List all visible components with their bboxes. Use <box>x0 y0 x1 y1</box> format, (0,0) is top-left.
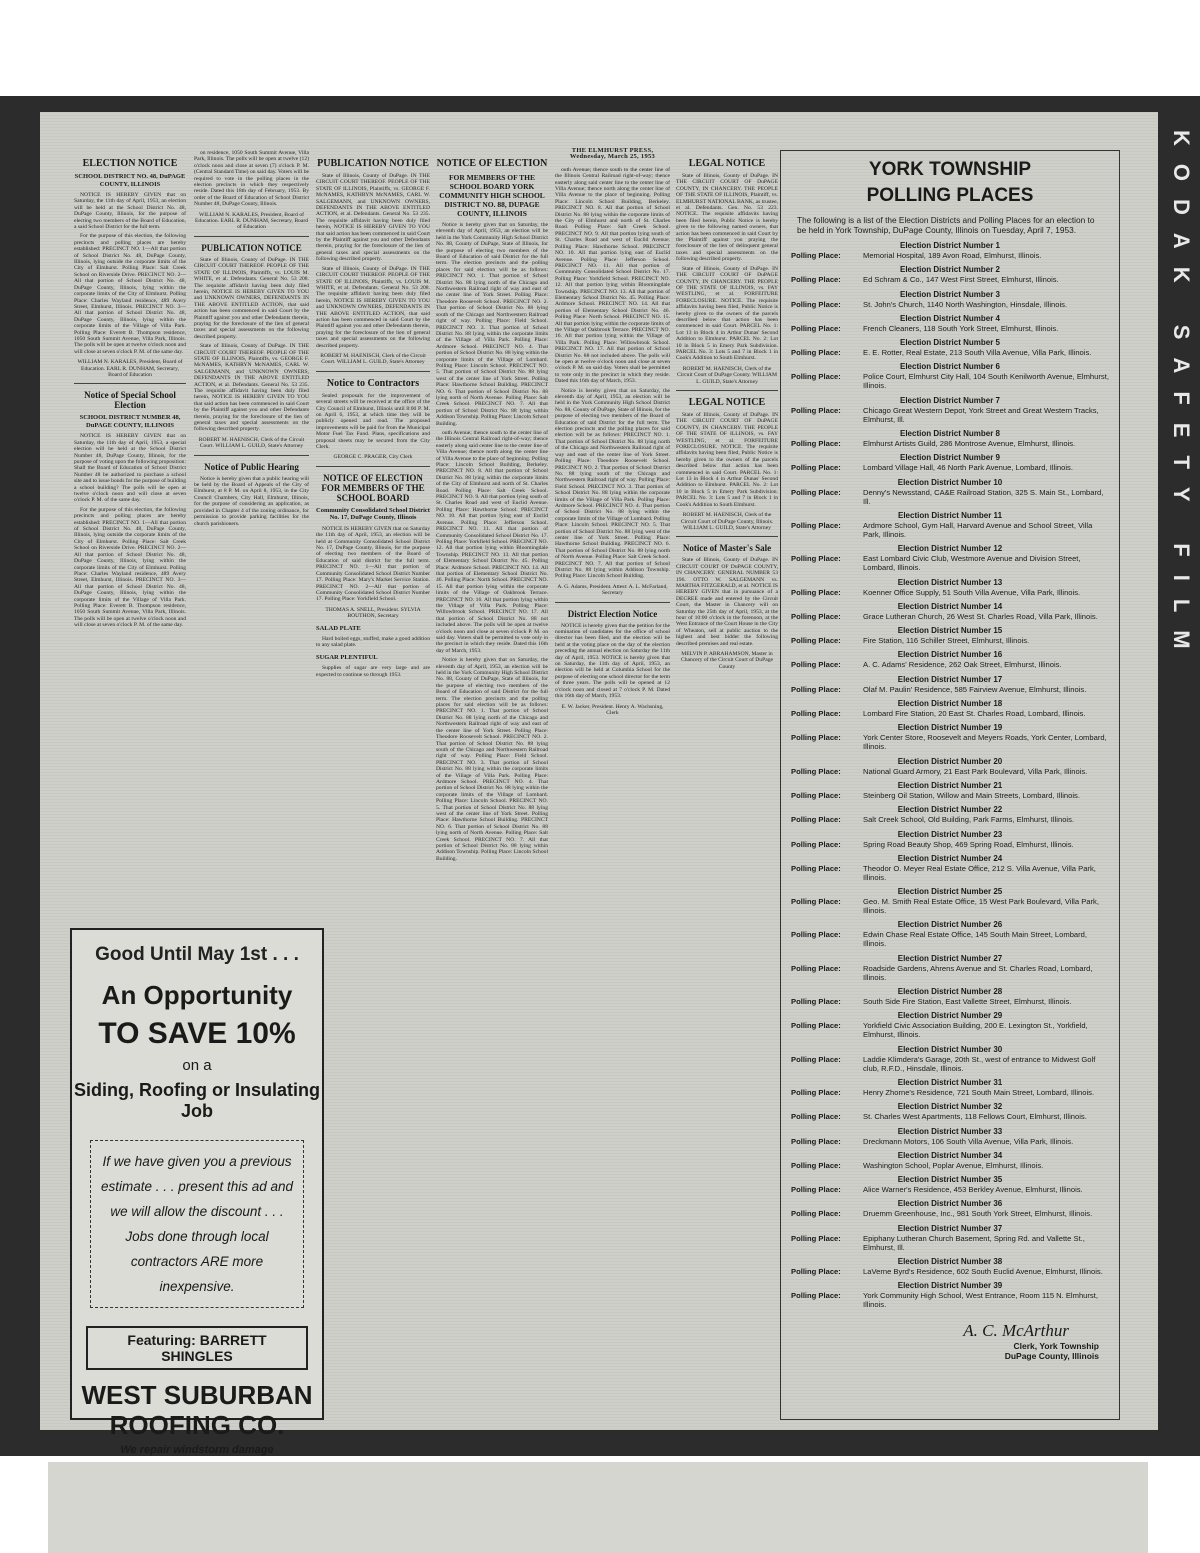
district-row <box>791 554 1109 572</box>
district-name: Election District Number 11 <box>897 510 1003 520</box>
roofing-advertisement <box>70 928 324 1456</box>
column-5 <box>555 146 670 1416</box>
district-name: Election District Number 15 <box>897 626 1003 636</box>
district-row <box>791 840 1109 849</box>
polling-place-location: Lombard Village Hall, 46 North Park Avenue, Lombard, Illinois. <box>863 463 1073 473</box>
col5-body-2: Notice is hereby given that on Saturday, the eleventh day of April, 1953, an election will be held in the York Community High School District No. 88, County of DuPage, State of Illinois, for the purpose of electing two members of the Board of Education of said District for the full term. The election precincts and the polling places for said election will be as follows: PRECINCT NO. 1. That portion of School District No. 88 lying north of the Chicago and Northwestern Railroad right of way and east of the center line of York Street. Polling Place: Theodore Roosevelt School. PRECINCT NO. 2. That portion of School District No. 88 lying south of the Chicago and Northwestern Railroad right of way. Polling Place: Field School. PRECINCT NO. 3. That portion of School District No. 88 lying within the corporate limits of the Village of Villa Park. Polling Place: Ardmore School. PRECINCT NO. 4. That portion of School District No. 88 lying within the corporate limits of the Village of Lombard. Polling Place: Lincoln School. PRECINCT NO. 5. That portion of School District No. 88 lying west of the center line of York Street. Polling Place: Hawthorne School Building. PRECINCT NO. 6. That portion of School District No. 88 lying north of North Avenue. Polling Place: Salt Creek School. PRECINCT NO. 7. All that portion of School District No. 88 lying within Addison Township. Polling Place: Lincoln School Building. <box>555 387 670 580</box>
district-row <box>791 324 1109 333</box>
column-6 <box>676 152 778 1422</box>
polling-place-label: Polling Place: <box>791 1185 841 1195</box>
election-district <box>791 675 1109 694</box>
polling-place-label: Polling Place: <box>791 372 841 382</box>
district-name: Election District Number 3 <box>899 289 1001 299</box>
contractors-signature: GEORGE C. PRAGER, City Clerk <box>333 454 413 461</box>
district-row <box>791 685 1109 694</box>
election-notice-precincts: For the purpose of this election, the following precincts and polling places are hereby established: PRECINCT NO. 1—All that portion of School District No. 48, DuPage County, Illinois, lying outside the corporate limits of the City of Elmhurst. Polling Place: Salt Creek School on Riverside Drive. PRECINCT NO. 2—All that portion of School District No. 48, DuPage County, Illinois, lying within the corporate limits of the City of Elmhurst. Polling Place: Charles Wayland residence, 489 Avery Street, Elmhurst, Illinois. PRECINCT NO. 3—All that portion of School District No. 48, DuPage County, Illinois, lying within the corporate limits of the Village of Villa Park. Polling Place: Everett B. Thompson residence, 1050 South Summit Avenue, Villa Park, Illinois. The polls will be open at twelve o'clock noon and will close at seven o'clock P. M. of the same day. <box>74 233 186 355</box>
election-district <box>791 954 1109 982</box>
polling-place-label: Polling Place: <box>791 790 841 800</box>
district-name: Election District Number 27 <box>897 953 1003 963</box>
district-row <box>791 348 1109 357</box>
film-edge-text: KODAK SAFETY FILM <box>1169 130 1194 667</box>
election-district <box>791 1175 1109 1194</box>
polling-place-location: Denny's Newsstand, CA&E Railroad Station, 325 S. Main St., Lombard, Ill. <box>863 487 1104 506</box>
district-row <box>791 791 1109 800</box>
election-district <box>791 1257 1109 1276</box>
col2-publication-signature: ROBERT M. HAENISCH, Clerk of the Circuit Court. WILLIAM L. GUILD, State's Attorney <box>198 436 305 450</box>
legal-notice-2-body: State of Illinois, County of DuPage. IN THE CIRCUIT COURT OF DuPAGE COUNTY, IN CHANCERY. THE PEOPLE OF THE STATE OF ILLINOIS, vs. FAY WESTLING, et al. FORFEITURE FORECLOSURE. NOTICE. The requisite affidavits having been filed, Public Notice is hereby given to the owners of the parcels described below that action has been commenced in said Court. PARCEL No. 1: Lot 13 in Block 4 in Arthur Dunas' Second Addition to Elmhurst. PARCEL No. 2: Lot 10 in Block 5 in Emery Park Subdivision. PARCEL No. 3: Lots 5 and 7 in Block 1 in Cook's Addition to South Elmhurst. <box>676 412 778 508</box>
election-district <box>791 1151 1109 1170</box>
district-name: Election District Number 25 <box>897 887 1003 897</box>
york-title-line-1: YORK TOWNSHIP <box>868 159 1032 180</box>
col4-title: NOTICE OF ELECTION <box>436 158 548 169</box>
district-name: Election District Number 31 <box>897 1077 1003 1087</box>
polling-place-label: Polling Place: <box>791 463 841 473</box>
election-district <box>791 830 1109 849</box>
school-board-subtitle: Community Consolidated School District No. 17, DuPage County, Illinois <box>316 506 430 522</box>
district-name: Election District Number 32 <box>897 1102 1003 1112</box>
col2-signature: WILLIAM N. KARALES, President, Board of Education. EARL R. DUNHAM, Secretary, Board of Education <box>195 211 308 231</box>
district-election-signature: E. W. Jacker, President. Henry A. Wachsning, Clerk <box>561 703 664 716</box>
special-notice-precincts: For the purpose of this election, the following precincts and polling places are hereby established: PRECINCT NO. 1—All that portion of School District No. 48, DuPage County, Illinois, lying outside the corporate limits of the City of Elmhurst. Polling Place: Salt Creek School on Riverside Drive. PRECINCT NO. 2—All that portion of School District No. 48, DuPage County, Illinois, lying within the corporate limits of the City of Elmhurst. Polling Place: Charles Wayland residence, 489 Avery Street, Elmhurst, Illinois. PRECINCT NO. 3—All that portion of School District No. 48, DuPage County, Illinois, lying within the corporate limits of the Village of Villa Park. Polling Place: Everett B. Thompson residence, 1050 South Summit Avenue, Villa Park, Illinois. The polls will be open at twelve o'clock noon and will close at seven o'clock P. M. of the same day. <box>74 506 186 629</box>
polling-place-label: Polling Place: <box>791 1054 841 1064</box>
polling-place-label: Polling Place: <box>791 684 841 694</box>
col2-publication-body-2: State of Illinois, County of DuPage. IN THE CIRCUIT COURT THEREOF. PEOPLE OF THE STATE OF ILLINOIS, Plaintiffs, vs. GEORGE F. McNAMES, KATHRYN McNAMES, CARL W. SALGEMANN, and UNKNOWN OWNERS, DEFENDANTS IN THE ABOVE ENTITLED ACTION, et al. Defendants. General No. 53 235. The requisite affidavit having been duly filed herein, NOTICE IS HEREBY GIVEN TO YOU that said action has been commenced in said Court by the Plaintiff against you and other Defendants therein, praying for the foreclosure of the lien of general taxes and special assessments on the following described property. <box>194 343 309 433</box>
election-district <box>791 511 1109 539</box>
legal-notice-1-body-2: State of Illinois, County of DuPage. IN THE CIRCUIT COURT OF DuPAGE COUNTY, IN CHANCERY. THE PEOPLE OF THE STATE OF ILLINOIS, vs. FAY WESTLING, et al. FORFEITURE FORECLOSURE. NOTICE. The requisite affidavits having been filed, Public Notice is hereby given to the owners of the parcels described below that action has been commenced in said Court. PARCEL No. 1: Lot 13 in Block 4 in Arthur Dunas' Second Addition to Elmhurst. PARCEL No. 2: Lot 10 in Block 5 in Emery Park Subdivision. PARCEL No. 3: Lots 5 and 7 in Block 1 in Cook's Addition to South Elmhurst. <box>676 265 778 362</box>
district-row <box>791 300 1109 309</box>
polling-place-label: Polling Place: <box>791 997 841 1007</box>
election-district <box>791 290 1109 309</box>
district-row <box>791 997 1109 1006</box>
district-name: Election District Number 14 <box>897 601 1003 611</box>
polling-place-label: Polling Place: <box>791 1266 841 1276</box>
legal-notice-2-signature: ROBERT M. HAENISCH, Clerk of the Circuit Court of DuPage County, Illinois. WILLIAM L. GUILD, State's Attorney <box>680 512 774 531</box>
polling-place-location: Salt Creek School, Old Building, Park Farms, Elmhurst, Illinois. <box>863 815 1075 825</box>
col4-subtitle: FOR MEMBERS OF THE SCHOOL BOARD YORK COMMUNITY HIGH SCHOOL DISTRICT NO. 88, DUPAGE COUNTY, ILLINOIS <box>439 173 545 218</box>
polling-place-label: Polling Place: <box>791 251 841 260</box>
polling-place-location: St. John's Church, 1140 North Washington, Hinsdale, Illinois. <box>863 299 1068 309</box>
district-row <box>791 1055 1109 1073</box>
polling-place-label: Polling Place: <box>791 766 841 776</box>
clerk-title: Clerk, York Township <box>1013 1341 1099 1352</box>
district-election-title: District Election Notice <box>567 608 658 619</box>
polling-place-location: Washington School, Poplar Avenue, Elmhurst, Illinois. <box>863 1160 1044 1170</box>
district-election-body: NOTICE is hereby given that the petition for the nomination of candidates for the office of school director has been filed, and the election will be held at the voting place on the day of the election preceding the annual election on Saturday the 11th day of April, 1953. NOTICE is hereby given that on Saturday, the 11th day of April, 1953, an election will be held at Columbia School for the purpose of electing one school director for the term of three years. The polls will be opened at 12 o'clock noon and closed at 7 o'clock P. M. Dated this 16th day of March, 1953. <box>555 622 670 700</box>
district-name: Election District Number 21 <box>897 780 1003 790</box>
election-district <box>791 1127 1109 1146</box>
col3-publication-signature: ROBERT M. HAENISCH, Clerk of the Circuit Court. WILLIAM L. GUILD, State's Attorney <box>320 352 426 366</box>
election-district <box>791 396 1109 424</box>
sugar-title: SUGAR PLENTIFUL <box>316 653 378 661</box>
polling-place-label: Polling Place: <box>791 299 841 309</box>
district-row <box>791 930 1109 948</box>
polling-place-location: Druemm Greenhouse, Inc., 981 South York Street, Elmhurst, Illinois. <box>863 1209 1093 1219</box>
district-row <box>791 636 1109 645</box>
col3-publication-body-2: State of Illinois, County of DuPage. IN THE CIRCUIT COURT THEREOF. PEOPLE OF THE STATE OF ILLINOIS, Plaintiffs, vs. LOUIS M. WHITE, et al. Defendants. General No. 53 208. The requisite affidavit having been duly filed herein, NOTICE IS HEREBY GIVEN TO YOU and UNKNOWN OWNERS, DEFENDANTS IN THE ABOVE ENTITLED ACTION, that said action has been commenced in said Court by the Plaintiff against you and other Defendants therein, praying for the foreclosure of the lien of general taxes and special assessments on the following described property. <box>316 265 430 349</box>
election-district <box>791 241 1109 260</box>
district-name: Election District Number 13 <box>897 577 1003 587</box>
district-name: Election District Number 7 <box>899 395 1001 405</box>
district-row <box>791 439 1109 448</box>
polling-place-label: Polling Place: <box>791 348 841 358</box>
ad-company-name: WEST SUBURBAN ROOFING CO. <box>81 1380 313 1440</box>
district-name: Election District Number 22 <box>897 805 1003 815</box>
polling-place-location: LaVerne Byrd's Residence, 602 South Euclid Avenue, Elmhurst, Illinois. <box>863 1266 1103 1276</box>
polling-place-location: Lombard Fire Station, 20 East St. Charles Road, Lombard, Illinois. <box>863 709 1086 719</box>
district-name: Election District Number 33 <box>897 1126 1003 1136</box>
school-board-signature: THOMAS A. SNELL, President. SYLVIA BOUTHON, Secretary <box>325 606 421 620</box>
polling-place-label: Polling Place: <box>791 1160 841 1170</box>
election-district <box>791 429 1109 448</box>
election-district <box>791 1199 1109 1218</box>
york-intro: The following is a list of the Election Districts and Polling Places for an election to be held in York Township, DuPage County, Illinois on Tuesday, April 7, 1953. <box>797 215 1095 235</box>
election-notice-subtitle: SCHOOL DISTRICT NO. 48, DuPAGE COUNTY, ILLINOIS <box>74 173 186 188</box>
column-3 <box>316 152 430 1422</box>
polling-place-label: Polling Place: <box>791 636 841 646</box>
polling-place-location: Police Court, Elmhurst City Hall, 104 South Kenilworth Avenue, Elmhurst, Illinois. <box>863 372 1109 391</box>
polling-place-label: Polling Place: <box>791 1112 841 1122</box>
election-district <box>791 578 1109 597</box>
election-district <box>791 920 1109 948</box>
legal-notice-1-signature: ROBERT M. HAENISCH, Clerk of the Circuit Court of DuPage County. WILLIAM L. GUILD, State's Attorney <box>677 365 777 385</box>
election-district <box>791 805 1109 824</box>
district-name: Election District Number 8 <box>899 429 1001 439</box>
polling-place-location: Fire Station, 116 Schiller Street, Elmhurst, Illinois. <box>863 636 1030 646</box>
district-row <box>791 488 1109 506</box>
polling-place-location: E. E. Rotter, Real Estate, 213 South Villa Avenue, Villa Park, Illinois. <box>863 348 1092 358</box>
polling-place-label: Polling Place: <box>791 1021 841 1031</box>
column-1 <box>74 152 186 952</box>
public-hearing-title: Notice of Public Hearing <box>204 461 299 472</box>
district-row <box>791 1185 1109 1194</box>
district-row <box>791 964 1109 982</box>
polling-place-label: Polling Place: <box>791 520 841 530</box>
district-name: Election District Number 37 <box>897 1223 1003 1233</box>
school-board-body: NOTICE IS HEREBY GIVEN that on Saturday the 11th day of April, 1953, an election will be held at Community Consolidated School District No. 17, DuPage County, Illinois, for the purpose of electing two members of the Board of Education of said district for the full term. PRECINCT NO. 1—All that portion of Community Consolidated School District Number 17. Polling Place: Mary's Market Service Station. PRECINCT NO. 2—All that portion of Community Consolidated School District Number 17. Polling Place: Yorkfield School. <box>316 525 430 603</box>
polling-place-label: Polling Place: <box>791 815 841 825</box>
polling-place-location: Henry Zhorne's Residence, 721 South Main Street, Lombard, Illinois. <box>863 1087 1095 1097</box>
election-district <box>791 602 1109 621</box>
legal-notice-1-title: LEGAL NOTICE <box>688 158 766 169</box>
district-name: Election District Number 26 <box>897 920 1003 930</box>
divider <box>74 383 186 384</box>
polling-place-location: Ed Schram & Co., 147 West First Street, Elmhurst, Illinois. <box>863 275 1059 285</box>
polling-place-location: Epiphany Lutheran Church Basement, Spring Rd. and Vallette St., Elmhurst, Ill. <box>863 1233 1085 1252</box>
col2-publication-title: PUBLICATION NOTICE <box>201 242 302 253</box>
polling-place-location: York Community High School, West Entrance, Room 115 N. Elmhurst, Illinois. <box>863 1291 1098 1310</box>
polling-place-label: Polling Place: <box>791 1209 841 1219</box>
col3-publication-title: PUBLICATION NOTICE <box>317 158 429 169</box>
masters-sale-signature: MELVIN P. ABRAHAMSON, Master in Chancery of the Circuit Court of DuPage County <box>681 651 773 670</box>
district-name: Election District Number 17 <box>897 674 1003 684</box>
polling-place-label: Polling Place: <box>791 587 841 597</box>
district-row <box>791 815 1109 824</box>
district-name: Election District Number 35 <box>897 1175 1003 1185</box>
contractors-title: Notice to Contractors <box>326 377 420 389</box>
polling-place-location: Memorial Hospital, 189 Avon Road, Elmhurst, Illinois. <box>863 251 1042 260</box>
election-district <box>791 1102 1109 1121</box>
district-row <box>791 521 1109 539</box>
district-row <box>791 1021 1109 1039</box>
column-2 <box>194 150 309 920</box>
election-district <box>791 362 1109 390</box>
election-district <box>791 1224 1109 1252</box>
polling-place-location: Olaf M. Paulin' Residence, 585 Fairview Avenue, Elmhurst, Illinois. <box>863 684 1087 694</box>
col4-body-continued: outh Avenue; thence south to the center line of the Illinois Central Railroad right-of-way; thence easterly along said center line to the center line of Villa Avenue; thence north along the center line of Villa Avenue to the place of beginning. Polling Place: Lincoln School Building, Berkeley. PRECINCT NO. 8. All that portion of School District No. 88 lying within the corporate limits of the City of Elmhurst and north of St. Charles Road. Polling Place: Salt Creek School. PRECINCT NO. 9. All that portion lying south of St. Charles Road and west of Euclid Avenue. Polling Place: Hawthorne School. PRECINCT NO. 10. All that portion lying east of Euclid Avenue. Polling Place: Jefferson School. PRECINCT NO. 11. All that portion of Community Consolidated School District No. 17. Polling Place: Yorkfield School. PRECINCT NO. 12. All that portion lying within Bloomingdale Township. PRECINCT NO. 13. All that portion of Elementary School District No. 45. Polling Place: Ardmore School. PRECINCT NO. 14. All that portion of Elementary School District No. 46. Polling Place: North School. PRECINCT NO. 15. All that portion lying within the corporate limits of the Village of Oakbrook Terrace. PRECINCT NO. 16. All that portion lying within the Village of Villa Park. Polling Place: Willowbrook School. PRECINCT NO. 17. All that portion of School District No. 88 not included above. The polls will be open at twelve o'clock noon and close at seven o'clock P. M. on said day. Voters shall be permitted to vote only in the precinct in which they reside. Dated this 16th day of March, 1953. <box>436 430 548 654</box>
election-district <box>791 453 1109 472</box>
col4-body-continued-2: Notice is hereby given that on Saturday, the eleventh day of April, 1953, an election will be held in the York Community High School District No. 88, County of DuPage, State of Illinois, for the purpose of electing two members of the Board of Education of said District for the full term. The election precincts and the polling places for said election will be as follows: PRECINCT NO. 1. That portion of School District No. 88 lying north of the Chicago and Northwestern Railroad right of way and east of the center line of York Street. Polling Place: Theodore Roosevelt School. PRECINCT NO. 2. That portion of School District No. 88 lying south of the Chicago and Northwestern Railroad right of way. Polling Place: Field School. PRECINCT NO. 3. That portion of School District No. 88 lying within the corporate limits of the Village of Villa Park. Polling Place: Ardmore School. PRECINCT NO. 4. That portion of School District No. 88 lying within the corporate limits of the Village of Lombard. Polling Place: Lincoln School. PRECINCT NO. 5. That portion of School District No. 88 lying west of the center line of York Street. Polling Place: Hawthorne School Building. PRECINCT NO. 6. That portion of School District No. 88 lying north of North Avenue. Polling Place: Salt Creek School. PRECINCT NO. 7. All that portion of School District No. 88 lying within Addison Township. Polling Place: Lincoln School Building. <box>436 657 548 862</box>
polling-place-label: Polling Place: <box>791 487 841 497</box>
polling-place-location: Yorkfield Civic Association Building, 200 E. Lexington St., Yorkfield, Elmhurst, Illinois. <box>863 1021 1088 1040</box>
district-row <box>791 897 1109 915</box>
polling-place-location: Chicago Great Western Depot, York Street and Great Western Tracks, Elmhurst, Ill. <box>863 405 1099 424</box>
district-name: Election District Number 4 <box>899 313 1001 323</box>
district-name: Election District Number 29 <box>897 1011 1003 1021</box>
ad-on-a: on a <box>182 1057 212 1074</box>
district-row <box>791 1088 1109 1097</box>
polling-place-location: Elmhurst Artists Guild, 286 Montrose Avenue, Elmhurst, Illinois. <box>863 439 1076 449</box>
col3-publication-body: State of Illinois, County of DuPage. IN THE CIRCUIT COURT THEREOF. PEOPLE OF THE STATE OF ILLINOIS, Plaintiffs, vs. GEORGE F. McNAMES, KATHRYN McNAMES, CARL W. SALGEMANN, and UNKNOWN OWNERS, DEFENDANTS IN THE ABOVE ENTITLED ACTION, et al. Defendants. General No. 53 235. The requisite affidavit having been duly filed herein, NOTICE IS HEREBY GIVEN TO YOU that said action has been commenced in said Court by the Plaintiff against you and other Defendants therein, praying for the foreclosure of the lien of general taxes and special assessments on the following described property. <box>316 173 430 263</box>
election-district <box>791 987 1109 1006</box>
polling-place-location: A. C. Adams' Residence, 262 Oak Street, Elmhurst, Illinois. <box>863 660 1062 670</box>
district-name: Election District Number 9 <box>899 453 1001 463</box>
district-row <box>791 1137 1109 1146</box>
district-name: Election District Number 6 <box>899 362 1001 372</box>
polling-place-label: Polling Place: <box>791 863 841 873</box>
polling-place-label: Polling Place: <box>791 1136 841 1146</box>
election-district <box>791 854 1109 882</box>
polling-place-location: St. Charles West Apartments, 118 Fellows Court, Elmhurst, Illinois. <box>863 1112 1087 1122</box>
district-row <box>791 1112 1109 1121</box>
district-name: Election District Number 20 <box>897 756 1003 766</box>
polling-place-label: Polling Place: <box>791 275 841 285</box>
polling-place-location: East Lombard Civic Club, Westmore Avenue and Division Street, Lombard, Illinois. <box>863 554 1081 573</box>
election-district <box>791 1281 1109 1309</box>
election-district <box>791 650 1109 669</box>
election-district <box>791 1045 1109 1073</box>
clerk-county: DuPage County, Illinois <box>1004 1351 1099 1362</box>
clerk-block <box>791 1321 1109 1361</box>
district-row <box>791 767 1109 776</box>
col5-body: outh Avenue; thence south to the center line of the Illinois Central Railroad right-of-way; thence easterly along said center line to the center line of Villa Avenue; thence north along the center line of Villa Avenue to the place of beginning. Polling Place: Lincoln School Building, Berkeley. PRECINCT NO. 8. All that portion of School District No. 88 lying within the corporate limits of the City of Elmhurst and north of St. Charles Road. Polling Place: Salt Creek School. PRECINCT NO. 9. All that portion lying south of St. Charles Road and west of Euclid Avenue. Polling Place: Hawthorne School. PRECINCT NO. 10. All that portion lying east of Euclid Avenue. Polling Place: Jefferson School. PRECINCT NO. 11. All that portion of Community Consolidated School District No. 17. Polling Place: Yorkfield School. PRECINCT NO. 12. All that portion lying within Bloomingdale Township. PRECINCT NO. 13. All that portion of Elementary School District No. 45. Polling Place: Ardmore School. PRECINCT NO. 14. All that portion of Elementary School District No. 46. Polling Place: North School. PRECINCT NO. 15. All that portion lying within the corporate limits of the Village of Oakbrook Terrace. PRECINCT NO. 16. All that portion lying within the Village of Villa Park. Polling Place: Willowbrook School. PRECINCT NO. 17. All that portion of School District No. 88 not included above. The polls will be open at twelve o'clock noon and close at seven o'clock P. M. on said day. Voters shall be permitted to vote only in the precinct in which they reside. Dated this 16th day of March, 1953. <box>555 166 670 385</box>
election-district <box>791 781 1109 800</box>
district-row <box>791 733 1109 751</box>
ad-headline: Good Until May 1st . . . <box>95 944 299 965</box>
col2-body-top: on residence, 1050 South Summit Avenue, Villa Park, Illinois. The polls will be open at twelve (12) o'clock noon and close at seven (7) o'clock P. M. (Central Standard Time) on said day. Voters will be required to vote in the polling places in the election precincts in which they respectively reside. Dated this 18th day of February, 1953. By order of the Board of Education of School District Number 48, DuPage County, Illinois. <box>194 150 309 208</box>
polling-place-label: Polling Place: <box>791 1291 841 1301</box>
polling-place-label: Polling Place: <box>791 709 841 719</box>
district-name: Election District Number 39 <box>897 1281 1003 1291</box>
district-row <box>791 1291 1109 1309</box>
special-notice-body: NOTICE IS HEREBY GIVEN that on Saturday, the 11th day of April, 1953, a special election will be held at the School District Number 48, DuPage County, Illinois, for the purpose of voting upon the following proposition: Shall the Board of Education of School District Number 48 be authorized to purchase a school site and to issue bonds for the purpose of building a school building? The polls will be open at twelve o'clock noon and will close at seven o'clock P. M. of the same day. <box>74 433 186 504</box>
district-row <box>791 709 1109 718</box>
election-district <box>791 314 1109 333</box>
election-district <box>791 1011 1109 1039</box>
election-district <box>791 757 1109 776</box>
election-notice-signature: WILLIAM N. KARALES, President, Board of Education. EARL R. DUNHAM, Secretary, Board of Education <box>77 359 183 378</box>
polling-place-label: Polling Place: <box>791 611 841 621</box>
polling-place-location: Spring Road Beauty Shop, 469 Spring Road, Elmhurst, Illinois. <box>863 839 1074 849</box>
election-district <box>791 544 1109 572</box>
divider <box>555 602 670 603</box>
york-title-line-2: POLLING PLACES <box>866 185 1034 206</box>
district-name: Election District Number 16 <box>897 650 1003 660</box>
next-page-strip <box>48 1462 1148 1553</box>
contractors-body: Sealed proposals for the improvement of several streets will be received at the office of the City Council of Elmhurst, Illinois until 8:00 P. M. on April 6, 1953, at which time they will be publicly opened and read. The proposed improvements will be paid for from the Municipal Motor Fuel Tax Fund. Plans, specifications and proposal sheets may be secured from the City Clerk. <box>316 392 430 451</box>
polling-place-location: Steinberg Oil Station, Willow and Main Streets, Lombard, Illinois. <box>863 790 1080 800</box>
election-district <box>791 699 1109 718</box>
divider <box>316 466 430 467</box>
column-4 <box>436 152 548 1422</box>
district-name: Election District Number 24 <box>897 853 1003 863</box>
polling-place-label: Polling Place: <box>791 733 841 743</box>
polling-place-label: Polling Place: <box>791 839 841 849</box>
district-name: Election District Number 34 <box>897 1150 1003 1160</box>
salad-body: Hard boiled eggs, stuffed, make a good addition to any salad plate. <box>316 635 430 649</box>
district-row <box>791 1161 1109 1170</box>
polling-place-label: Polling Place: <box>791 1087 841 1097</box>
polling-place-label: Polling Place: <box>791 963 841 973</box>
polling-place-label: Polling Place: <box>791 1233 841 1243</box>
col5-signature: A. G. Adams, President. Attest: A. L. McFarland, Secretary <box>557 583 668 597</box>
election-district <box>791 626 1109 645</box>
polling-place-location: Laddie Klimdera's Garage, 20th St., west of entrance to Midwest Golf club, R.F.D., Hinsdale, Illinois. <box>863 1054 1096 1073</box>
district-name: Election District Number 18 <box>897 699 1003 709</box>
district-name: Election District Number 19 <box>897 723 1003 733</box>
polling-place-label: Polling Place: <box>791 660 841 670</box>
district-name: Election District Number 5 <box>899 338 1001 348</box>
polling-place-location: Theodor O. Meyer Real Estate Office, 212 S. Villa Avenue, Villa Park, Illinois. <box>863 863 1096 882</box>
sugar-body: Supplies of sugar are very large and are expected to continue so through 1953. <box>316 665 430 678</box>
ad-save: TO SAVE 10% <box>98 1017 296 1050</box>
divider <box>194 455 309 456</box>
district-name: Election District Number 36 <box>897 1199 1003 1209</box>
ad-opportunity: An Opportunity <box>101 980 293 1010</box>
district-row <box>791 275 1109 284</box>
district-name: Election District Number 10 <box>897 477 1003 487</box>
legal-notice-1-body: State of Illinois, County of DuPage. IN THE CIRCUIT COURT OF DuPAGE COUNTY, IN CHANCERY. THE PEOPLE OF THE STATE OF ILLINOIS, Plaintiff, vs. ELMHURST NATIONAL BANK, as trustee, et al. Defendants. Gen. No. 53 223. NOTICE. The requisite affidavits having been filed herein, Public Notice is hereby given to the following named owners, that action has been commenced in said Court by the Plaintiff against you praying the foreclosure of the lien of delinquent general taxes and special assessments on the following described property. <box>676 173 778 263</box>
district-list <box>791 241 1109 1309</box>
polling-place-location: Dreckmann Motors, 106 South Villa Avenue, Villa Park, Illinois. <box>863 1136 1074 1146</box>
election-district <box>791 723 1109 751</box>
york-polling-places <box>780 150 1120 1420</box>
masters-sale-title: Notice of Master's Sale <box>682 543 772 554</box>
polling-place-label: Polling Place: <box>791 405 841 415</box>
polling-place-location: Edwin Chase Real Estate Office, 145 South Main Street, Lombard, Illinois. <box>863 930 1087 949</box>
polling-place-location: French Cleaners, 118 South York Street, Elmhurst, Illinois. <box>863 323 1059 333</box>
polling-place-location: Ardmore School, Gym Hall, Harvard Avenue and School Street, Villa Park, Illinois. <box>863 520 1093 539</box>
election-district <box>791 478 1109 506</box>
polling-place-label: Polling Place: <box>791 323 841 333</box>
polling-place-location: York Center Store, Roosevelt and Meyers Roads, York Center, Lombard, Illinois. <box>863 733 1107 752</box>
district-name: Election District Number 2 <box>899 265 1001 275</box>
district-row <box>791 1267 1109 1276</box>
polling-place-location: Roadside Gardens, Ahrens Avenue and St. Charles Road, Lombard, Illinois. <box>863 963 1093 982</box>
ad-discount-box: If we have given you a previous estimate . . . present this ad and we will allow the discount . . . Jobs done through local contractors ARE more inexpensive. <box>90 1140 304 1308</box>
election-district <box>791 887 1109 915</box>
divider <box>316 371 430 372</box>
district-row <box>791 612 1109 621</box>
election-notice-body: NOTICE IS HEREBY GIVEN that on Saturday, the 11th day of April, 1953, an election will be held at the School District No. 48, DuPage County, Illinois, for the purpose of electing two members of the Board of Education, a said School District for the full term. <box>74 192 186 231</box>
special-notice-subtitle: SCHOOL DISTRICT NUMBER 48, DuPAGE COUNTY, ILLINOIS <box>79 414 181 429</box>
ad-featuring: Featuring: BARRETT SHINGLES <box>86 1326 308 1370</box>
ad-tagline: We repair windstorm damage <box>120 1444 274 1456</box>
district-name: Election District Number 38 <box>897 1256 1003 1266</box>
district-row <box>791 660 1109 669</box>
col2-publication-body: State of Illinois, County of DuPage. IN THE CIRCUIT COURT THEREOF. PEOPLE OF THE STATE OF ILLINOIS, Plaintiffs, vs. LOUIS M. WHITE, et al. Defendants. General No. 53 208. The requisite affidavit having been duly filed herein, NOTICE IS HEREBY GIVEN TO YOU and UNKNOWN OWNERS, DEFENDANTS IN THE ABOVE ENTITLED ACTION, that said action has been commenced in said Court by the Plaintiff against you and other Defendants therein, praying for the foreclosure of the lien of general taxes and special assessments on the following described property. <box>194 256 309 340</box>
district-row <box>791 406 1109 424</box>
district-name: Election District Number 1 <box>899 241 1001 250</box>
election-district <box>791 1078 1109 1097</box>
district-name: Election District Number 28 <box>897 987 1003 997</box>
special-notice-title: Notice of Special School Election <box>84 390 176 411</box>
election-notice-title: ELECTION NOTICE <box>82 158 178 169</box>
election-district <box>791 265 1109 284</box>
school-board-title: NOTICE OF ELECTION FOR MEMBERS OF THE SCHOOL BOARD <box>321 472 425 503</box>
public-hearing-body: Notice is hereby given that a public hearing will be held by the Board of Appeals of the City of Elmhurst, at 8 P. M. on April 8, 1953, in the City Council Chambers, City Hall, Elmhurst, Illinois, for the purpose of considering an application, as provided in Chapter 4 of the zoning ordinance, for permission to provide parking facilities for the church parishioners. <box>194 475 309 527</box>
district-row <box>791 251 1109 260</box>
district-row <box>791 1234 1109 1252</box>
district-row <box>791 463 1109 472</box>
polling-place-label: Polling Place: <box>791 439 841 449</box>
divider <box>194 236 309 237</box>
divider <box>676 536 778 537</box>
district-row <box>791 372 1109 390</box>
polling-place-label: Polling Place: <box>791 930 841 940</box>
polling-place-location: Grace Lutheran Church, 26 West St. Charles Road, Villa Park, Illinois. <box>863 611 1098 621</box>
polling-place-location: National Guard Armory, 21 East Park Boulevard, Villa Park, Illinois. <box>863 766 1088 776</box>
divider <box>676 390 778 391</box>
polling-place-label: Polling Place: <box>791 897 841 907</box>
press-masthead: THE ELMHURST PRESS, Wednesday, March 25, 1953 <box>569 147 656 161</box>
clerk-signature: A. C. McArthur <box>963 1321 1069 1341</box>
district-name: Election District Number 12 <box>897 544 1003 554</box>
ad-job-types: Siding, Roofing or Insulating Job <box>74 1080 320 1121</box>
polling-place-location: Koenner Office Supply, 51 South Villa Avenue, Villa Park, Illinois. <box>863 587 1081 597</box>
legal-notice-2-title: LEGAL NOTICE <box>688 397 766 408</box>
district-name: Election District Number 23 <box>897 829 1003 839</box>
polling-place-location: South Side Fire Station, East Vallette Street, Elmhurst, Illinois. <box>863 997 1072 1007</box>
polling-place-location: Geo. M. Smith Real Estate Office, 15 West Park Boulevard, Villa Park, Illinois. <box>863 897 1099 916</box>
masters-sale-body: State of Illinois, County of DuPage. IN CIRCUIT COURT OF DuPAGE COUNTY, IN CHANCERY. GENERAL NUMBER 53 196. OTTO W. SALGEMANN vs. MARTHA FITZGERALD, et al. NOTICE IS HEREBY GIVEN that in pursuance of a DECREE made and entered by the Circuit Court, the Master in Chancery will on Saturday the 25th day of April, 1953, at the hour of 10:00 o'clock in the forenoon, at the West Entrance of the Court House in the City of Wheaton, sell at public auction to the highest and best bidder the following described premises and real estate. <box>676 557 778 647</box>
district-row <box>791 1209 1109 1218</box>
col4-body: Notice is hereby given that on Saturday, the eleventh day of April, 1953, an election will be held in the York Community High School District No. 88, County of DuPage, State of Illinois, for the purpose of electing two members of the Board of Education of said District for the full term. The election precincts and the polling places for said election will be as follows: PRECINCT NO. 1. That portion of School District No. 88 lying north of the Chicago and Northwestern Railroad right of way and east of the center line of York Street. Polling Place: Theodore Roosevelt School. PRECINCT NO. 2. That portion of School District No. 88 lying south of the Chicago and Northwestern Railroad right of way. Polling Place: Field School. PRECINCT NO. 3. That portion of School District No. 88 lying within the corporate limits of the Village of Villa Park. Polling Place: Ardmore School. PRECINCT NO. 4. That portion of School District No. 88 lying within the corporate limits of the Village of Lombard. Polling Place: Lincoln School. PRECINCT NO. 5. That portion of School District No. 88 lying west of the center line of York Street. Polling Place: Hawthorne School Building. PRECINCT NO. 6. That portion of School District No. 88 lying north of North Avenue. Polling Place: Salt Creek School. PRECINCT NO. 7. All that portion of School District No. 88 lying within Addison Township. Polling Place: Lincoln School Building. <box>436 222 548 427</box>
district-name: Election District Number 30 <box>897 1044 1003 1054</box>
polling-place-location: Alice Warner's Residence, 453 Berkley Avenue, Elmhurst, Illinois. <box>863 1185 1083 1195</box>
salad-title: SALAD PLATE <box>316 624 361 632</box>
election-district <box>791 338 1109 357</box>
district-row <box>791 588 1109 597</box>
polling-place-label: Polling Place: <box>791 554 841 564</box>
district-row <box>791 864 1109 882</box>
